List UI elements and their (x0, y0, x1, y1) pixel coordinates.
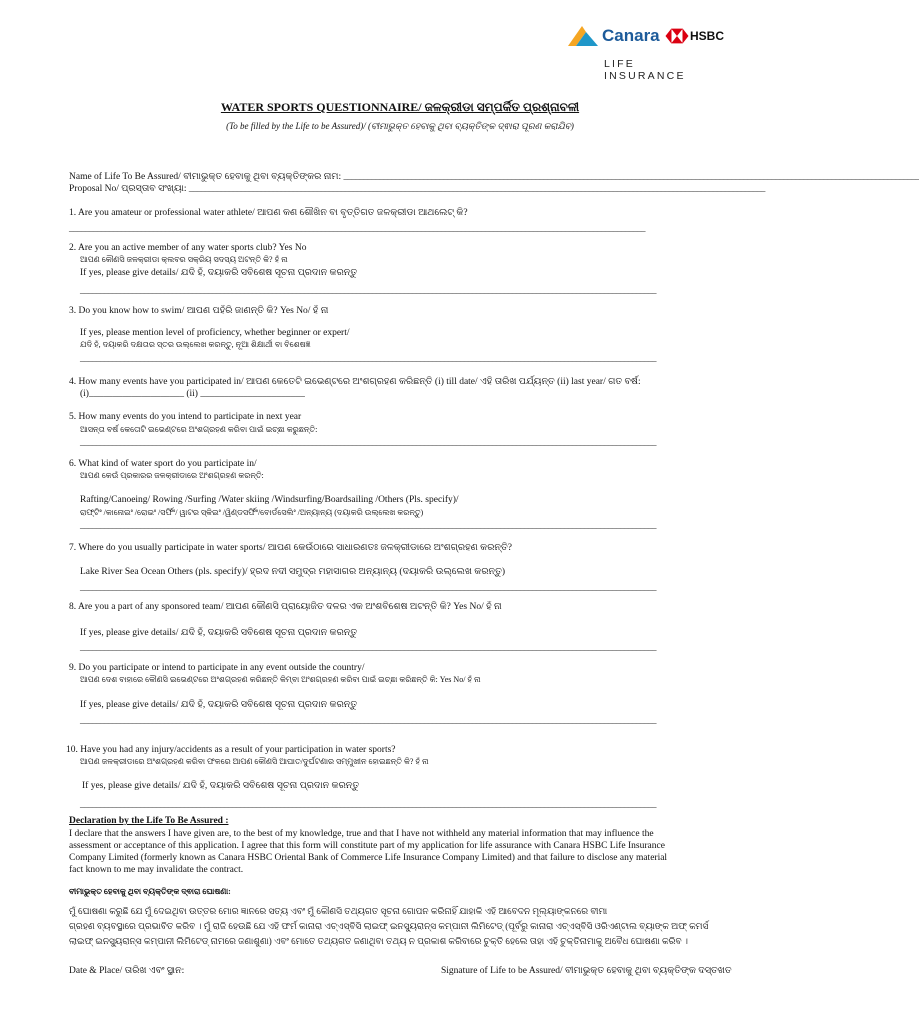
declaration-line: fact known to me may invalidate the contract. (69, 865, 244, 875)
answer-4-i[interactable]: (i)____________________ (80, 389, 184, 399)
declaration-odia-heading: ବୀମାଭୁକ୍ତ ହେବାକୁ ଥିବା ବ୍ୟକ୍ତିଙ୍କ ଦ୍ଵାରା ଘୋଷଣା: (69, 887, 231, 896)
name-label: Name of Life To Be Assured/ ବୀମାଭୁକ୍ତ ହେବାକୁ ଥିବା ବ୍ୟକ୍ତିଙ୍କର ନାମ: (69, 172, 342, 182)
hsbc-hexagon-icon (666, 29, 688, 43)
question-1: 1. Are you amateur or professional water athlete/ ଆପଣ କଣ ଶୌଖିନ ବା ବୃତ୍ତିଗତ ଜଳକ୍ରୀଡା ଆଥଲେଟ୍ କି? (69, 208, 468, 218)
question-4: 4. How many events have you participated in/ ଆପଣ କେତେଟି ଇଭେଣ୍ଟରେ ଅଂଶଗ୍ରହଣ କରିଛନ୍ତି (i) till date/ ଏହି ତାରିଖ ପର୍ଯ୍ୟନ୍ତ (ii) last year/ ଗତ ବର୍ଷ: (69, 377, 641, 387)
answer-6-line[interactable]: ________________________________________________________________________________________________________________________________________________ (80, 520, 656, 530)
answer-4-blanks[interactable] (80, 388, 305, 400)
question-3: 3. Do you know how to swim/ ଆପଣ ପହଁରି ଜାଣନ୍ତି କି? Yes No/ ହଁ ନା (69, 306, 329, 316)
question-6-options: Rafting/Canoeing/ Rowing /Surfing /Water skiing /Windsurfing/Boardsailing /Others (Pls. specify)/ (80, 495, 459, 505)
proposal-label: Proposal No/ ପ୍ରସ୍ତାବ ସଂଖ୍ୟା: (69, 184, 187, 194)
answer-3-line[interactable]: ________________________________________________________________________________________________________________________________________________ (80, 353, 656, 363)
declaration-odia-line: ଲାଇଫ୍ ଇନସ୍ୟୁରାନ୍ସ କମ୍ପାନୀ ଲିମିଟେଡ୍ ନାମରେ ଜଣାଶୁଣା) ଏବଂ ମୋତେ ତଥ୍ୟଗତ ଜଣାଥିବା ତଥ୍ୟ ନ ପ୍ରକାଶ କରିବାରେ ଚୁକ୍ତି ହେଲେ ତାହା ଏହି ଚୁକ୍ତିନାମାକୁ ଅବୈଧ ଘୋଷଣା କରିବ । (69, 936, 688, 946)
declaration-heading: Declaration by the Life To Be Assured : (69, 816, 229, 826)
name-input[interactable]: ________________________________________________________________________________________________________________________________________________ (343, 171, 919, 181)
answer-7-line[interactable]: ________________________________________________________________________________________________________________________________________________ (80, 582, 656, 592)
name-field-row (69, 171, 919, 183)
question-3-details: If yes, please mention level of proficiency, whether beginner or expert/ (80, 328, 350, 338)
answer-2-line[interactable]: ________________________________________________________________________________________________________________________________________________ (80, 285, 656, 295)
page-subtitle: (To be filled by the Life to be Assured)/ (ବୀମାଭୁକ୍ତ ହେବାକୁ ଥିବା ବ୍ୟକ୍ତିଙ୍କ ଦ୍ଵାରା ପୂରଣ କରାଯିବ) (226, 121, 574, 131)
question-6: 6. What kind of water sport do you participate in/ (69, 459, 257, 469)
question-9-details: If yes, please give details/ ଯଦି ହଁ, ଦୟାକରି ସବିଶେଷ ସୂଚନା ପ୍ରଦାନ କରନ୍ତୁ (80, 700, 358, 710)
question-7-options: Lake River Sea Ocean Others (pls. specify)/ ହ୍ରଦ ନଦୀ ସମୁଦ୍ର ମହାସାଗର ଅନ୍ୟାନ୍ୟ (ଦୟାକରି ଉଲ୍ଲେଖ କରନ୍ତୁ) (80, 567, 506, 577)
brand-name-hsbc: HSBC (690, 29, 725, 43)
answer-5-line[interactable]: ________________________________________________________________________________________________________________________________________________ (80, 437, 656, 447)
date-place-label: Date & Place/ ତାରିଖ ଏବଂ ସ୍ଥାନ: (69, 966, 185, 976)
canara-swoosh-icon (566, 24, 600, 50)
question-10-odia: ଆପଣ ଜଳକ୍ରୀଡାରେ ଅଂଶଗ୍ରହଣ କରିବା ଫଳରେ ଆପଣ କୌଣସି ଆଘାତ/ଦୁର୍ଘଟଣାର ସମ୍ମୁଖୀନ ହୋଇଛନ୍ତି କି? ହଁ ନା (80, 757, 429, 766)
question-9-odia: ଆପଣ ଦେଶ ବାହାରେ କୌଣସି ଇଭେଣ୍ଟରେ ଅଂଶଗ୍ରହଣ କରିଛନ୍ତି କିମ୍ବା ଅଂଶଗ୍ରହଣ କରିବା ପାଇଁ ଇଚ୍ଛା କରିଛନ୍ତି କି: Yes No/ ହଁ ନା (80, 675, 481, 684)
proposal-input[interactable]: ________________________________________________________________________________________________________________________________________________ (188, 183, 765, 193)
question-5-odia: ଆସନ୍ତା ବର୍ଷ କେତୋଟି ଇଭେଣ୍ଟରେ ଅଂଶଗ୍ରହଣ କରିବା ପାଇଁ ଇଚ୍ଛା କରୁଛନ୍ତି: (80, 425, 318, 434)
declaration-body (69, 828, 731, 876)
page-title: WATER SPORTS QUESTIONNAIRE/ ଜଳକ୍ରୀଡା ସମ୍ପର୍କିତ ପ୍ରଶ୍ନାବଳୀ (220, 100, 580, 114)
question-8-details: If yes, please give details/ ଯଦି ହଁ, ଦୟାକରି ସବିଶେଷ ସୂଚନା ପ୍ରଦାନ କରନ୍ତୁ (80, 628, 358, 638)
answer-4-ii[interactable]: (ii) ______________________ (186, 389, 305, 399)
declaration-line: I declare that the answers I have given are, to the best of my knowledge, true and that I have not withheld any material information that may influence the (69, 829, 654, 839)
declaration-odia-line: ଗ୍ରହଣ ବ୍ୟବସ୍ଥାରେ ପ୍ରଭାବିତ କରିବ । ମୁଁ ରାଜି ହେଉଛି ଯେ ଏହି ଫର୍ମ କାନାରା ଏଚ୍ଏସ୍ବିସି ଲାଇଫ୍ ଇନସ୍ୟୁରାନ୍ସ କମ୍ପାନୀ ଲିମିଟେଡ୍ (ପୂର୍ବରୁ କାନାରା ଏଚ୍ଏସ୍ବିସି ଓରିଏଣ୍ଟାଲ ବ୍ୟାଙ୍କ ଅଫ୍ କମର୍ସ (69, 921, 709, 931)
question-2-odia: ଆପଣ କୌଣସି ଜଳକ୍ରୀଡା କ୍ଲବର ସକ୍ରିୟ ସଦସ୍ୟ ଅଟନ୍ତି କି? ହଁ ନା (80, 255, 288, 264)
answer-1-line[interactable]: ________________________________________________________________________________________________________________________________________________ (69, 223, 645, 233)
question-7: 7. Where do you usually participate in water sports/ ଆପଣ କେଉଁଠାରେ ସାଧାରଣତଃ ଜଳକ୍ରୀଡାରେ ଅଂଶଗ୍ରହଣ କରନ୍ତି? (69, 543, 512, 553)
question-5: 5. How many events do you intend to participate in next year (69, 412, 302, 422)
declaration-odia-line: ମୁଁ ଘୋଷଣା କରୁଛି ଯେ ମୁଁ ଦେଇଥିବା ଉତ୍ତର ମୋର ଜ୍ଞାନରେ ସତ୍ୟ ଏବଂ ମୁଁ କୌଣସି ତଥ୍ୟଗତ ସୂଚନା ଗୋପନ କରିନାହିଁ ଯାହାକି ଏହି ଆବେଦନ ମୂଲ୍ୟାଙ୍କନରେ ବୀମା (69, 906, 608, 916)
answer-10-line[interactable]: ________________________________________________________________________________________________________________________________________________ (80, 799, 656, 809)
answer-9-line[interactable]: ________________________________________________________________________________________________________________________________________________ (80, 715, 656, 725)
signature-label: Signature of Life to be Assured/ ବୀମାଭୁକ୍ତ ହେବାକୁ ଥିବା ବ୍ୟକ୍ତିଙ୍କ ଦସ୍ତଖତ (441, 966, 732, 976)
declaration-line: assessment or acceptance of this application. I agree that this form will constitute part of my application for life assurance with Canara HSBC Life Insurance (69, 841, 665, 851)
question-2: 2. Are you an active member of any water sports club? Yes No (69, 243, 307, 253)
question-10: 10. Have you had any injury/accidents as a result of your participation in water sports? (66, 745, 396, 755)
question-9: 9. Do you participate or intend to participate in any event outside the country/ (69, 663, 365, 673)
question-3-odia: ଯଦି ହଁ, ଦୟାକରି ଦକ୍ଷତାର ସ୍ତର ଉଲ୍ଲେଖ କରନ୍ତୁ, ନୂଆ ଶିକ୍ଷାର୍ଥୀ ବା ବିଶେଷଜ୍ଞ (80, 340, 311, 349)
proposal-field-row (69, 183, 765, 195)
declaration-odia-body (69, 904, 731, 949)
question-2-details: If yes, please give details/ ଯଦି ହଁ, ଦୟାକରି ସବିଶେଷ ସୂଚନା ପ୍ରଦାନ କରନ୍ତୁ (80, 268, 358, 278)
question-8: 8. Are you a part of any sponsored team/ ଆପଣ କୌଣସି ପ୍ରାୟୋଜିତ ଦଳର ଏକ ଅଂଶବିଶେଷ ଅଟନ୍ତି କି? Yes No/ ହଁ ନା (69, 602, 502, 612)
brand-name-canara: Canara (602, 26, 660, 45)
question-6-options-odia: ରାଫ୍ଟିଂ /କାନୋଇଂ /ରୋଇଂ /ସର୍ଫିଂ/ ୱାଟର ସ୍କିଇଂ /ୱିଣ୍ଡସର୍ଫିଂ/ବୋର୍ଡସେଲିଂ /ଅନ୍ୟାନ୍ୟ (ଦୟାକରି ଉଲ୍ଲେଖ କରନ୍ତୁ) (80, 508, 424, 517)
company-logo (566, 20, 725, 82)
question-10-details: If yes, please give details/ ଯଦି ହଁ, ଦୟାକରି ସବିଶେଷ ସୂଚନା ପ୍ରଦାନ କରନ୍ତୁ (82, 781, 360, 791)
answer-8-line[interactable]: ________________________________________________________________________________________________________________________________________________ (80, 642, 656, 652)
logo-tagline: LIFE INSURANCE (604, 58, 686, 82)
declaration-line: Company Limited (formerly known as Canara HSBC Oriental Bank of Commerce Life Insurance Company Limited) and that failure to disclose any material (69, 853, 668, 863)
question-6-odia: ଆପଣ କେଉଁ ପ୍ରକାରର ଜଳକ୍ରୀଡାରେ ଅଂଶଗ୍ରହଣ କରନ୍ତି: (80, 471, 264, 480)
